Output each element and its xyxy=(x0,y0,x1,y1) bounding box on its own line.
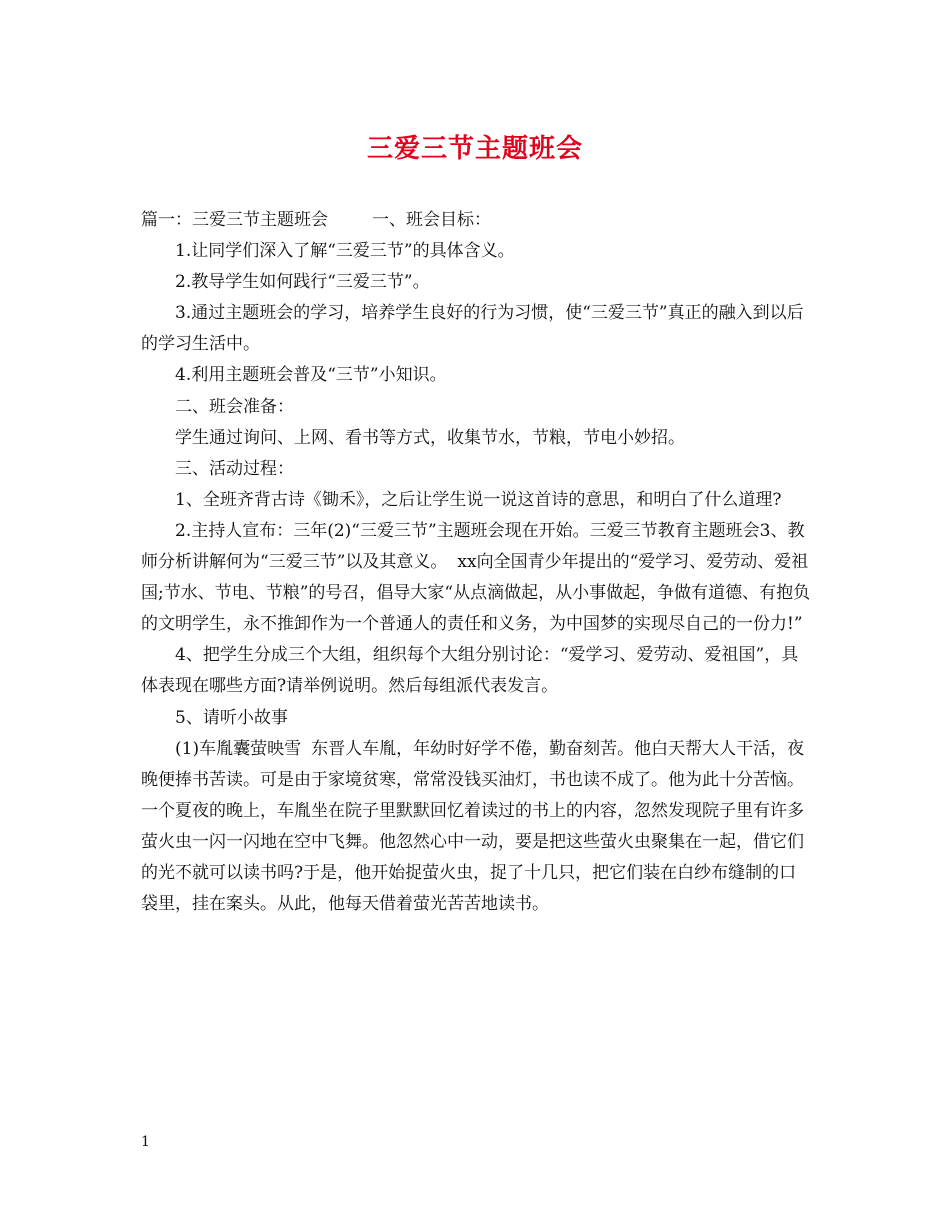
story-heading: (1)车胤囊萤映雪 xyxy=(175,738,302,759)
goal-item-2: 2.教导学生如何践行“三爱三节”。 xyxy=(175,272,430,293)
goal-item-4: 4.利用主题班会普及“三节”小知识。 xyxy=(175,365,447,386)
process-step-5: 5、请听小故事 xyxy=(175,707,288,728)
intro-section-heading: 一、班会目标： xyxy=(372,210,491,230)
page-number: 1 xyxy=(141,1134,150,1150)
process-step-2 xyxy=(141,516,813,640)
goal-item-1: 1.让同学们深入了解“三爱三节”的具体含义。 xyxy=(175,241,515,262)
preparation-text: 学生通过询问、上网、看书等方式，收集节水，节粮，节电小妙招。 xyxy=(175,427,685,448)
intro-line xyxy=(141,205,813,236)
story-text: 东晋人车胤，年幼时好学不倦，勤奋刻苦。他白天帮大人干活，夜晚便捧书苦读。可是由于家境贫寒，常常没钱买油灯，书也读不成了。他为此十分苦恼。一个夏夜的晚上，车胤坐在院子里默默回忆着读过的书上的内容，忽然发现院子里有许多萤火虫一闪一闪地在空中飞舞。他忽然心中一动，要是把这些萤火虫聚集在一起，借它们的光不就可以读书吗?于是，他开始捉萤火虫，捉了十几只，把它们装在白纱布缝制的口袋里，挂在案头。从此，他每天借着萤光苦苦地读书。 xyxy=(141,738,805,915)
section-heading-process: 三、活动过程： xyxy=(175,458,294,479)
section-heading-preparation: 二、班会准备： xyxy=(175,396,294,417)
goal-item-3: 3.通过主题班会的学习，培养学生良好的行为习惯，使“三爱三节”真正的融入到以后的学习生活中。 xyxy=(141,303,804,355)
intro-article-label: 篇一：三爱三节主题班会 xyxy=(141,210,328,230)
host-announcement: 2.主持人宣布：三年(2)“三爱三节”主题班会现在开始。三爱三节教育主题班会3、教师分析讲解何为“三爱三节”以及其意义。 xyxy=(141,520,805,573)
document-title: 三爱三节主题班会 xyxy=(366,134,583,164)
document-body xyxy=(141,205,813,920)
story-paragraph xyxy=(141,734,813,921)
process-step-4: 4、把学生分成三个大组，组织每个大组分别讨论：“爱学习、爱劳动、爱祖国”，具体表现在哪些方面?请举例说明。然后每组派代表发言。 xyxy=(141,645,799,697)
process-step-1: 1、全班齐背古诗《锄禾》，之后让学生说一说这首诗的意思，和明白了什么道理? xyxy=(175,489,782,510)
call-to-youth-text: xx向全国青少年提出的“爱学习、爱劳动、爱祖国;节水、节电、节粮”的号召，倡导大家“从点滴做起，从小事做起，争做有道德、有抱负的文明学生，永不推卸作为一个普通人的责任和义务，为中国梦的实现尽自己的一份力!” xyxy=(141,552,811,635)
